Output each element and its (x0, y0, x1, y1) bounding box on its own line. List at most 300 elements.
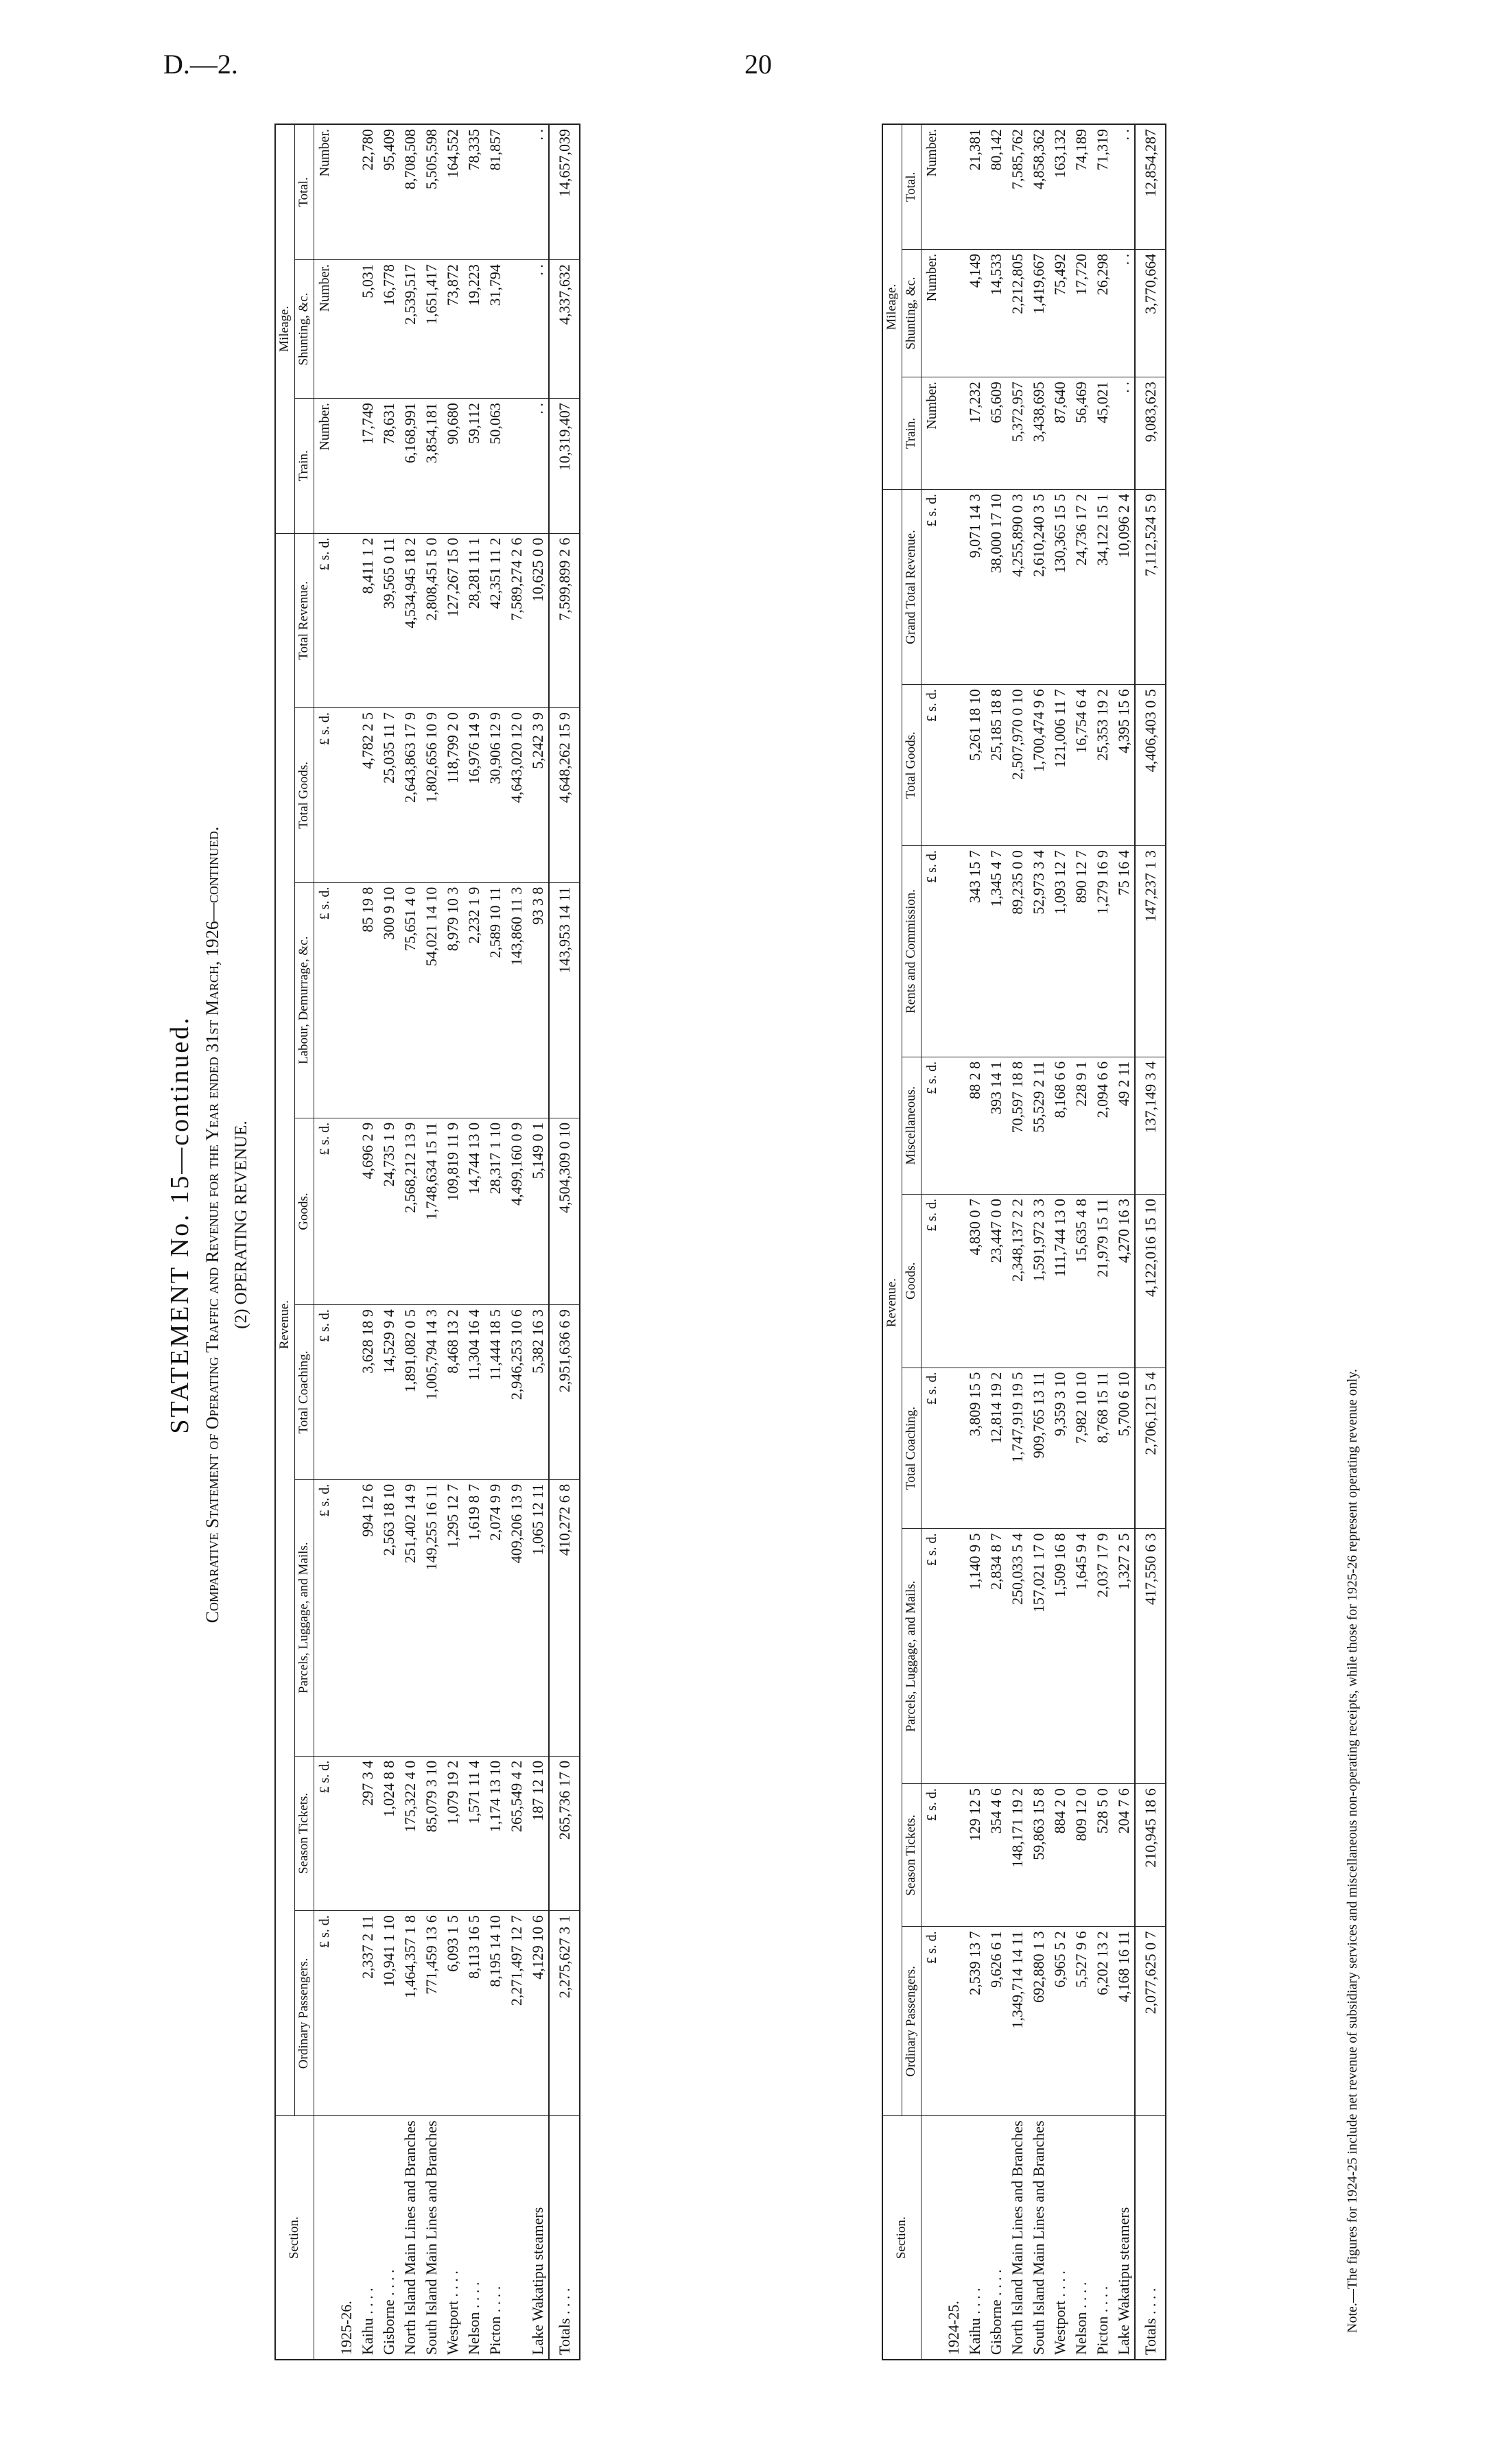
table-cell: 9,071 14 3 (964, 489, 985, 684)
table-cell: 109,819 11 9 (442, 1118, 463, 1304)
table-cell: 2,706,121 5 4 (1135, 1368, 1166, 1529)
table-cell: 25,035 11 7 (378, 708, 399, 883)
table-cell: 1,747,919 19 5 (1007, 1368, 1028, 1529)
table-cell (336, 1756, 357, 1911)
table-cell: 2,348,137 2 2 (1007, 1194, 1028, 1368)
table-row (527, 124, 549, 2360)
table-cell: 1,345 4 7 (985, 846, 1007, 1057)
unit-cell: Number. (921, 124, 943, 249)
table-cell: 30,906 12 9 (484, 708, 506, 883)
table-cell: 129 12 5 (964, 1784, 985, 1927)
table-cell: 6,202 13 2 (1092, 1927, 1113, 2116)
table-cell: 59,863 15 8 (1028, 1784, 1049, 1927)
unit-cell: £ s. d. (314, 1118, 336, 1304)
table-cell: 118,799 2 0 (442, 708, 463, 883)
table-cell: 890 12 7 (1070, 846, 1092, 1057)
table-cell (336, 260, 357, 399)
table-cell: 4,129 10 6 (527, 1911, 549, 2116)
table-cell (943, 1194, 964, 1368)
col-header: Total. (294, 124, 314, 260)
table-cell (506, 399, 527, 534)
page-number: 20 (744, 49, 772, 80)
unit-cell: Number. (314, 399, 336, 534)
table-cell: 78,335 (463, 124, 484, 260)
table-row (399, 124, 421, 2360)
row-label: Totals . . . . (549, 2116, 580, 2360)
table-cell: 1,024 8 8 (378, 1756, 399, 1911)
table-cell: 24,735 1 9 (378, 1118, 399, 1304)
table-cell: 2,539 13 7 (964, 1927, 985, 2116)
table-cell: 4,149 (964, 249, 985, 377)
table-cell: 8,168 6 6 (1049, 1057, 1070, 1194)
group-header-mileage: Mileage. (275, 124, 294, 533)
col-header-section: Section. (882, 2116, 921, 2360)
table-cell: 1,140 9 5 (964, 1529, 985, 1784)
table-cell: 1,174 13 10 (484, 1756, 506, 1911)
table-cell: 148,171 19 2 (1007, 1784, 1028, 1927)
table-cell: 393 14 1 (985, 1057, 1007, 1194)
table-cell (943, 1784, 964, 1927)
unit-cell: £ s. d. (314, 882, 336, 1118)
table-cell: 5,149 0 1 (527, 1118, 549, 1304)
table-cell: 7,585,762 (1007, 124, 1028, 249)
col-header: Ordinary Passengers. (294, 1911, 314, 2116)
unit-cell: £ s. d. (921, 1368, 943, 1529)
table-cell: 2,094 6 6 (1092, 1057, 1113, 1194)
row-label: Gisborne . . . . (985, 2116, 1007, 2360)
table-cell: 8,113 16 5 (463, 1911, 484, 2116)
col-header: Train. (902, 377, 921, 490)
table-cell: 2,610,240 3 5 (1028, 489, 1049, 684)
table-row (357, 124, 378, 2360)
table-cell: 11,444 18 5 (484, 1305, 506, 1480)
table-cell: 5,382 16 3 (527, 1305, 549, 1480)
table-cell: 251,402 14 9 (399, 1479, 421, 1756)
table-cell: 2,946,253 10 6 (506, 1305, 527, 1480)
table-cell: 4,504,309 0 10 (549, 1118, 580, 1304)
col-header: Shunting, &c. (294, 260, 314, 399)
table-cell: 49 2 11 (1113, 1057, 1135, 1194)
unit-cell: £ s. d. (314, 708, 336, 883)
table-cell: 210,945 18 6 (1135, 1784, 1166, 1927)
table-cell: 19,223 (463, 260, 484, 399)
group-header-revenue: Revenue. (882, 489, 902, 2116)
table-cell (943, 377, 964, 490)
table-cell: 2,563 18 10 (378, 1479, 399, 1756)
row-label: Westport . . . . (442, 2116, 463, 2360)
table-cell (506, 124, 527, 260)
table-cell: 75,492 (1049, 249, 1070, 377)
table-row (943, 124, 964, 2360)
table-cell (943, 1368, 964, 1529)
unit-cell: £ s. d. (921, 1529, 943, 1784)
table-cell: 21,979 15 11 (1092, 1194, 1113, 1368)
table-cell: . . (527, 399, 549, 534)
table-cell: 59,112 (463, 399, 484, 534)
table-cell: 2,507,970 0 10 (1007, 685, 1028, 846)
table-cell: 7,599,899 2 6 (549, 533, 580, 708)
unit-cell: £ s. d. (314, 1305, 336, 1480)
table-cell: 2,808,451 5 0 (421, 533, 442, 708)
table-cell: 14,529 9 4 (378, 1305, 399, 1480)
table-cell: 2,643,863 17 9 (399, 708, 421, 883)
row-label: Totals . . . . (1135, 2116, 1166, 2360)
col-header-section: Section. (275, 2116, 314, 2360)
table-cell: 1,005,794 14 3 (421, 1305, 442, 1480)
table-row (421, 124, 442, 2360)
table-cell: 10,941 1 10 (378, 1911, 399, 2116)
table-cell: 417,550 6 3 (1135, 1529, 1166, 1784)
table-cell: 354 4 6 (985, 1784, 1007, 1927)
col-header: Parcels, Luggage, and Mails. (902, 1529, 921, 1784)
table-1925-26 (274, 124, 580, 2360)
table-cell: 1,891,082 0 5 (399, 1305, 421, 1480)
table-cell (943, 1927, 964, 2116)
table-cell: 8,708,508 (399, 124, 421, 260)
table-cell: 12,814 19 2 (985, 1368, 1007, 1529)
table-cell: 21,381 (964, 124, 985, 249)
unit-cell: Number. (314, 124, 336, 260)
table-cell: 85,079 3 10 (421, 1756, 442, 1911)
table-cell: 12,854,287 (1135, 124, 1166, 249)
row-label: Lake Wakatipu steamers (527, 2116, 549, 2360)
table-cell: 4,255,890 0 3 (1007, 489, 1028, 684)
table-cell: 4,643,020 12 0 (506, 708, 527, 883)
table-cell: 8,195 14 10 (484, 1911, 506, 2116)
unit-cell: £ s. d. (314, 1911, 336, 2116)
table-cell: 10,319,407 (549, 399, 580, 534)
col-header: Shunting, &c. (902, 249, 921, 377)
table-cell: 6,093 1 5 (442, 1911, 463, 2116)
table-cell: 300 9 10 (378, 882, 399, 1118)
table-cell: 78,631 (378, 399, 399, 534)
table-cell: 2,074 9 9 (484, 1479, 506, 1756)
table-cell: 5,031 (357, 260, 378, 399)
table-row (506, 124, 527, 2360)
table-cell (336, 708, 357, 883)
table-cell: 143,860 11 3 (506, 882, 527, 1118)
table-cell: 4,696 2 9 (357, 1118, 378, 1304)
unit-cell: £ s. d. (921, 1927, 943, 2116)
table-cell: 5,242 3 9 (527, 708, 549, 883)
table-cell: 137,149 3 4 (1135, 1057, 1166, 1194)
col-header: Total Revenue. (294, 533, 314, 708)
table-row (442, 124, 463, 2360)
table-cell: 2,271,497 12 7 (506, 1911, 527, 2116)
unit-cell: Number. (921, 249, 943, 377)
table-cell: 250,033 5 4 (1007, 1529, 1028, 1784)
table-cell: 5,261 18 10 (964, 685, 985, 846)
col-header: Total Coaching. (294, 1305, 314, 1480)
table-cell: 6,168,991 (399, 399, 421, 534)
row-label: 1924-25. (943, 2116, 964, 2360)
table-cell: 25,353 19 2 (1092, 685, 1113, 846)
table-cell: 39,565 0 11 (378, 533, 399, 708)
table-cell: 2,589 10 11 (484, 882, 506, 1118)
col-header: Miscellaneous. (902, 1057, 921, 1194)
table-row (336, 124, 357, 2360)
row-label: North Island Main Lines and Branches (399, 2116, 421, 2360)
table-cell: 25,185 18 8 (985, 685, 1007, 846)
col-header: Season Tickets. (294, 1756, 314, 1911)
unit-cell: Number. (921, 377, 943, 490)
table-cell: 4,534,945 18 2 (399, 533, 421, 708)
table-cell: 54,021 14 10 (421, 882, 442, 1118)
table-row (964, 124, 985, 2360)
table-cell: 4,858,362 (1028, 124, 1049, 249)
table-cell: 16,976 14 9 (463, 708, 484, 883)
table-cell: 1,571 11 4 (463, 1756, 484, 1911)
row-label: Nelson . . . . (463, 2116, 484, 2360)
table-cell: 1,464,357 1 8 (399, 1911, 421, 2116)
unit-cell: £ s. d. (921, 489, 943, 684)
table-cell: 14,533 (985, 249, 1007, 377)
table-cell: 147,237 1 3 (1135, 846, 1166, 1057)
col-header: Parcels, Luggage, and Mails. (294, 1479, 314, 1756)
table-cell: 80,142 (985, 124, 1007, 249)
table-cell: 95,409 (378, 124, 399, 260)
table-row (463, 124, 484, 2360)
col-header: Rents and Commission. (902, 846, 921, 1057)
table-cell: . . (527, 260, 549, 399)
unit-cell: Number. (314, 260, 336, 399)
unit-cell: £ s. d. (921, 1194, 943, 1368)
table-cell: 1,279 16 9 (1092, 846, 1113, 1057)
table-cell: 164,552 (442, 124, 463, 260)
table-cell: 8,979 10 3 (442, 882, 463, 1118)
table-cell: 87,640 (1049, 377, 1070, 490)
table-cell: 1,419,667 (1028, 249, 1049, 377)
unit-cell: £ s. d. (314, 533, 336, 708)
table-cell: 1,700,474 9 6 (1028, 685, 1049, 846)
table-cell: 143,953 14 11 (549, 882, 580, 1118)
table-cell (336, 882, 357, 1118)
table-cell: 14,744 13 0 (463, 1118, 484, 1304)
row-label: Picton . . . . (484, 2116, 506, 2360)
table-cell: 8,411 1 2 (357, 533, 378, 708)
table-cell: 175,322 4 0 (399, 1756, 421, 1911)
table-cell: 16,754 6 4 (1070, 685, 1092, 846)
table-cell (336, 533, 357, 708)
table-cell (336, 1305, 357, 1480)
table-cell (336, 1118, 357, 1304)
table-cell: 8,768 15 11 (1092, 1368, 1113, 1529)
table-cell: 771,459 13 6 (421, 1911, 442, 2116)
table-cell: 297 3 4 (357, 1756, 378, 1911)
table-cell: 5,372,957 (1007, 377, 1028, 490)
table-cell: 26,298 (1092, 249, 1113, 377)
table-cell: 55,529 2 11 (1028, 1057, 1049, 1194)
table-cell: 265,736 17 0 (549, 1756, 580, 1911)
table-cell: 2,212,805 (1007, 249, 1028, 377)
table-cell: 884 2 0 (1049, 1784, 1070, 1927)
table-cell: 8,468 13 2 (442, 1305, 463, 1480)
table-cell: 3,770,664 (1135, 249, 1166, 377)
table-cell (943, 249, 964, 377)
table-cell: 34,122 15 1 (1092, 489, 1113, 684)
table-cell (943, 846, 964, 1057)
table-cell: 204 7 6 (1113, 1784, 1135, 1927)
table-cell: 343 15 7 (964, 846, 985, 1057)
table-cell: 11,304 16 4 (463, 1305, 484, 1480)
table-cell: 24,736 17 2 (1070, 489, 1092, 684)
table-cell: 1,349,714 14 11 (1007, 1927, 1028, 2116)
table-cell: 2,539,517 (399, 260, 421, 399)
table-cell: 2,568,212 13 9 (399, 1118, 421, 1304)
table-cell: 1,295 12 7 (442, 1479, 463, 1756)
table-cell: 4,122,016 15 10 (1135, 1194, 1166, 1368)
table-cell: 4,395 15 6 (1113, 685, 1135, 846)
table-cell: 1,079 19 2 (442, 1756, 463, 1911)
group-header-mileage: Mileage. (882, 124, 902, 489)
table-cell: 1,065 12 11 (527, 1479, 549, 1756)
table-cell: 909,765 13 11 (1028, 1368, 1049, 1529)
table-cell: 1,327 2 5 (1113, 1529, 1135, 1784)
table-cell: 130,365 15 5 (1049, 489, 1070, 684)
table-cell: 5,505,598 (421, 124, 442, 260)
table-cell: 10,625 0 0 (527, 533, 549, 708)
table-cell: . . (1113, 377, 1135, 490)
table-cell (943, 124, 964, 249)
table-cell: 410,272 6 8 (549, 1479, 580, 1756)
table-cell: 75,651 4 0 (399, 882, 421, 1118)
unit-cell: £ s. d. (314, 1479, 336, 1756)
col-header: Season Tickets. (902, 1784, 921, 1927)
table-cell: 2,037 17 9 (1092, 1529, 1113, 1784)
table-row (985, 124, 1007, 2360)
unit-cell: £ s. d. (921, 685, 943, 846)
table-row (1028, 124, 1049, 2360)
table-cell: 81,857 (484, 124, 506, 260)
table-cell (943, 1057, 964, 1194)
table-cell: 45,021 (1092, 377, 1113, 490)
table-cell: 42,351 11 2 (484, 533, 506, 708)
table-cell: 5,527 9 6 (1070, 1927, 1092, 2116)
table-cell (506, 260, 527, 399)
table-cell: 3,809 15 5 (964, 1368, 985, 1529)
table-cell: 93 3 8 (527, 882, 549, 1118)
table-cell: 187 12 10 (527, 1756, 549, 1911)
unit-cell: £ s. d. (921, 1057, 943, 1194)
table-cell: 9,083,623 (1135, 377, 1166, 490)
table-cell: 3,438,695 (1028, 377, 1049, 490)
table-cell: 528 5 0 (1092, 1784, 1113, 1927)
statement-subtitle: Comparative Statement of Operating Traffic and Revenue for the Year ended 31st March, 1926—continued. (202, 826, 222, 1623)
table-cell: 265,549 4 2 (506, 1756, 527, 1911)
col-header: Total Goods. (294, 708, 314, 883)
table-cell: 1,802,656 10 9 (421, 708, 442, 883)
table-cell: 22,780 (357, 124, 378, 260)
table-cell: 4,406,403 0 5 (1135, 685, 1166, 846)
table-cell: 38,000 17 10 (985, 489, 1007, 684)
table-cell: 23,447 0 0 (985, 1194, 1007, 1368)
table-cell: 5,700 6 10 (1113, 1368, 1135, 1529)
table-row (1049, 124, 1070, 2360)
col-header: Grand Total Revenue. (902, 489, 921, 684)
table-row (378, 124, 399, 2360)
table-cell: 1,093 12 7 (1049, 846, 1070, 1057)
statement-section-title: (2) OPERATING REVENUE. (232, 1120, 250, 1329)
table-cell: 6,965 5 2 (1049, 1927, 1070, 2116)
table-cell: 1,591,972 3 3 (1028, 1194, 1049, 1368)
table-cell: 85 19 8 (357, 882, 378, 1118)
table-cell: 127,267 15 0 (442, 533, 463, 708)
table-cell: 4,337,632 (549, 260, 580, 399)
table-cell: . . (1113, 124, 1135, 249)
table-cell (943, 685, 964, 846)
table-cell: 2,275,627 3 1 (549, 1911, 580, 2116)
table-row (549, 124, 580, 2360)
table-cell: 31,794 (484, 260, 506, 399)
row-label: North Island Main Lines and Branches (1007, 2116, 1028, 2360)
table-cell: 10,096 2 4 (1113, 489, 1135, 684)
table-cell: 111,744 13 0 (1049, 1194, 1070, 1368)
unit-cell (314, 2116, 336, 2360)
table-cell: 692,880 1 3 (1028, 1927, 1049, 2116)
table-cell: 2,077,625 0 7 (1135, 1927, 1166, 2116)
table-cell: 121,006 11 7 (1049, 685, 1070, 846)
col-header: Labour, Demurrage, &c. (294, 882, 314, 1118)
table-cell: 409,206 13 9 (506, 1479, 527, 1756)
group-header-revenue: Revenue. (275, 533, 294, 2116)
row-label: Lake Wakatipu steamers (1113, 2116, 1135, 2360)
table-cell: 1,651,417 (421, 260, 442, 399)
table-cell: 4,648,262 15 9 (549, 708, 580, 883)
row-label: South Island Main Lines and Branches (1028, 2116, 1049, 2360)
table-row (1113, 124, 1135, 2360)
table-cell: 89,235 0 0 (1007, 846, 1028, 1057)
table-cell (336, 1479, 357, 1756)
table-row (1007, 124, 1028, 2360)
page-reference: D.—2. (163, 49, 238, 80)
table-cell: 16,778 (378, 260, 399, 399)
table-cell: 73,872 (442, 260, 463, 399)
table-cell: 1,619 8 7 (463, 1479, 484, 1756)
table-cell: 15,635 4 8 (1070, 1194, 1092, 1368)
table-cell: 7,982 10 10 (1070, 1368, 1092, 1529)
row-label: Picton . . . . (1092, 2116, 1113, 2360)
table-cell: 7,112,524 5 9 (1135, 489, 1166, 684)
table-row (1070, 124, 1092, 2360)
table-cell: 228 9 1 (1070, 1057, 1092, 1194)
table-cell: 2,337 2 11 (357, 1911, 378, 2116)
table-cell: 1,748,634 15 11 (421, 1118, 442, 1304)
unit-cell: £ s. d. (314, 1756, 336, 1911)
table-cell: 28,281 11 1 (463, 533, 484, 708)
row-label: Gisborne . . . . (378, 2116, 399, 2360)
table-cell: 17,749 (357, 399, 378, 534)
table-cell: 65,609 (985, 377, 1007, 490)
table-cell (943, 489, 964, 684)
col-header: Ordinary Passengers. (902, 1927, 921, 2116)
row-label (506, 2116, 527, 2360)
table-cell: 17,720 (1070, 249, 1092, 377)
footnote: Note.—The figures for 1924-25 include net revenue of subsidiary services and miscellaneous non-operating receipts, while those for 1925-26 represent operating revenue only. (1345, 1369, 1360, 2333)
table-cell: 9,626 6 1 (985, 1927, 1007, 2116)
table-cell: 71,319 (1092, 124, 1113, 249)
table-cell: 50,063 (484, 399, 506, 534)
table-cell: . . (1113, 249, 1135, 377)
table-cell: 163,132 (1049, 124, 1070, 249)
table-cell (943, 1529, 964, 1784)
table-1924-25 (882, 124, 1166, 2360)
row-label: 1925-26. (336, 2116, 357, 2360)
col-header: Goods. (294, 1118, 314, 1304)
row-label: Kaihu . . . . (964, 2116, 985, 2360)
table-cell: 28,317 1 10 (484, 1118, 506, 1304)
table-cell: 4,168 16 11 (1113, 1927, 1135, 2116)
table-cell: 1,509 16 8 (1049, 1529, 1070, 1784)
